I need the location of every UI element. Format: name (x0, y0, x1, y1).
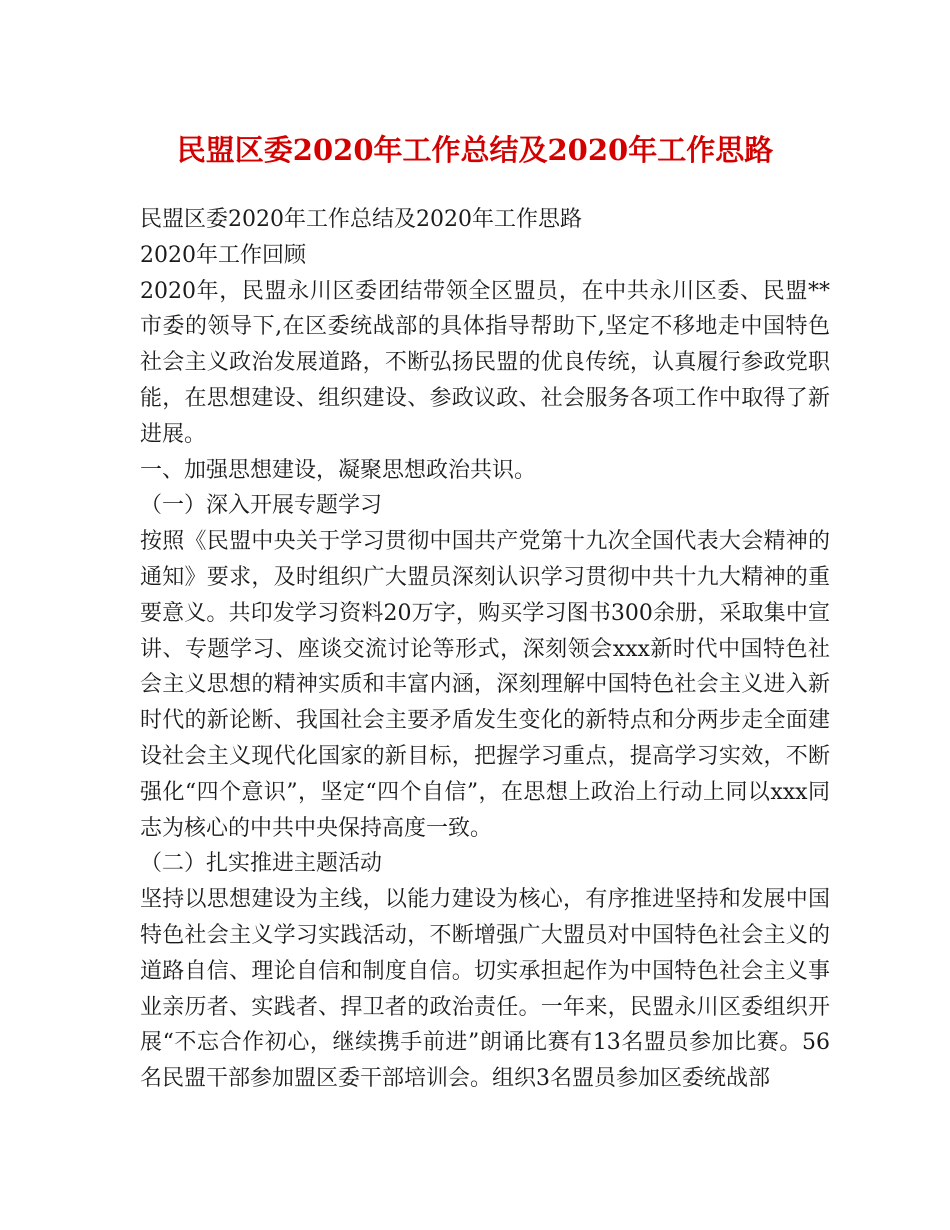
document-title: 民盟区委2020年工作总结及2020年工作思路 (176, 133, 774, 167)
document-body (140, 202, 830, 1097)
paragraph-intro: 2020年，民盟永川区委团结带领全区盟员，在中共永川区委、民盟**市委的领导下,在区委统战部的具体指导帮助下,坚定不移地走中国特色社会主义政治发展道路，不断弘扬民盟的优良传统，认真履行参政党职能，在思想建设、组织建设、参政议政、社会服务各项工作中取得了新进展。 (140, 278, 830, 447)
paragraph-study: 按照《民盟中央关于学习贯彻中国共产党第十九次全国代表大会精神的通知》要求，及时组织广大盟员深刻认识学习贯彻中共十九大精神的重要意义。共印发学习资料20万字，购买学习图书300余册，采取集中宣讲、专题学习、座谈交流讨论等形式，深刻领会xxx新时代中国特色社会主义思想的精神实质和丰富内涵，深刻理解中国特色社会主义进入新时代的新论断、我国社会主要矛盾发生变化的新特点和分两步走全面建设社会主义现代化国家的新目标，把握学习重点，提高学习实效，不断强化“四个意识”，坚定“四个自信”，在思想上政治上行动上同以xxx同志为核心的中共中央保持高度一致。 (140, 529, 830, 841)
subsection-heading-2: （二）扎实推进主题活动 (140, 851, 383, 877)
subsection-heading-1: （一）深入开展专题学习 (140, 493, 383, 519)
paragraph-review-heading: 2020年工作回顾 (140, 242, 306, 268)
paragraph-subtitle: 民盟区委2020年工作总结及2020年工作思路 (140, 207, 582, 232)
section-heading-1: 一、加强思想建设，凝聚思想政治共识。 (140, 457, 537, 483)
paragraph-activities: 坚持以思想建设为主线，以能力建设为核心，有序推进坚持和发展中国特色社会主义学习实践活动，不断增强广大盟员对中国特色社会主义的道路自信、理论自信和制度自信。切实承担起作为中国特色社会主义事业亲历者、实践者、捍卫者的政治责任。一年来，民盟永川区委组织开展“不忘合作初心，继续携手前进”朗诵比赛有13名盟员参加比赛。56名民盟干部参加盟区委干部培训会。组织3名盟员参加区委统战部 (140, 887, 830, 1092)
